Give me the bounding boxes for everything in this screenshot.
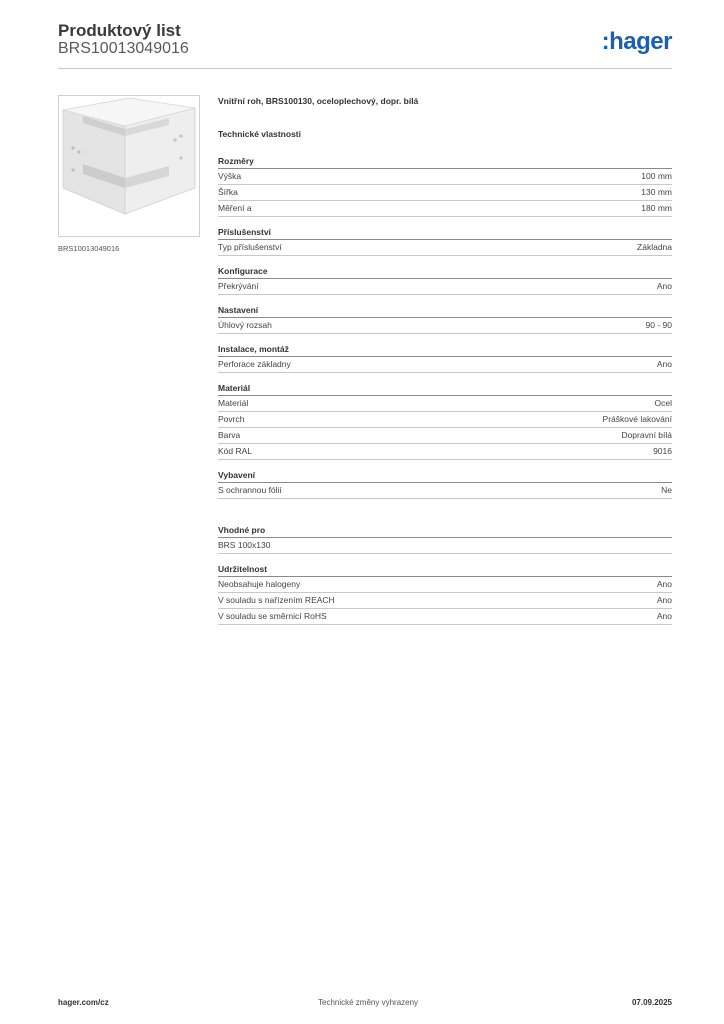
product-title: Vnitřní roh, BRS100130, oceloplechový, dopr. bílá xyxy=(218,96,419,106)
spec-row: Překrývání Ano xyxy=(218,279,672,295)
section-material xyxy=(218,383,672,460)
section-title: Příslušenství xyxy=(218,227,672,240)
section-title: Vhodné pro xyxy=(218,525,672,538)
section-title: Nastavení xyxy=(218,305,672,318)
hager-logo: :hager xyxy=(601,28,672,55)
section-title: Rozměry xyxy=(218,156,672,169)
section-title: Materiál xyxy=(218,383,672,396)
spec-row: V souladu s nařízením REACH Ano xyxy=(218,593,672,609)
spec-row: Neobsahuje halogeny Ano xyxy=(218,577,672,593)
footer-note: Technické změny vyhrazeny xyxy=(318,998,419,1007)
section-installation xyxy=(218,344,672,373)
spec-row: S ochrannou fólií Ne xyxy=(218,483,672,499)
page-title: Produktový list xyxy=(58,21,181,40)
section-dimensions xyxy=(218,156,672,217)
section-title: Konfigurace xyxy=(218,266,672,279)
section-suitable-for xyxy=(218,525,672,554)
spec-row: V souladu se směrnicí RoHS Ano xyxy=(218,609,672,625)
spec-row: Měření a 180 mm xyxy=(218,201,672,217)
section-title: Vybavení xyxy=(218,470,672,483)
inner-corner-icon xyxy=(59,96,199,236)
spec-row: Povrch Práškové lakování xyxy=(218,412,672,428)
section-configuration xyxy=(218,266,672,295)
tech-properties-title: Technické vlastnosti xyxy=(218,129,301,139)
header-divider xyxy=(58,68,672,69)
section-title: Udržitelnost xyxy=(218,564,672,577)
product-code: BRS10013049016 xyxy=(58,40,189,57)
spec-row: Materiál Ocel xyxy=(218,396,672,412)
spec-row: Perforace základny Ano xyxy=(218,357,672,373)
section-accessories xyxy=(218,227,672,256)
section-equipment xyxy=(218,470,672,499)
spec-row: Šířka 130 mm xyxy=(218,185,672,201)
spec-row: Barva Dopravní bílá xyxy=(218,428,672,444)
spec-row: Výška 100 mm xyxy=(218,169,672,185)
spec-row: BRS 100x130 xyxy=(218,538,672,554)
footer-date: 07.09.2025 xyxy=(631,998,672,1007)
footer-website-link[interactable]: hager.com/cz xyxy=(58,998,109,1007)
section-sustainability xyxy=(218,564,672,625)
section-title: Instalace, montáž xyxy=(218,344,672,357)
image-caption: BRS10013049016 xyxy=(58,244,120,253)
section-settings xyxy=(218,305,672,334)
specifications xyxy=(218,96,672,635)
spec-row: Kód RAL 9016 xyxy=(218,444,672,460)
spec-row: Typ příslušenství Základna xyxy=(218,240,672,256)
product-image xyxy=(58,95,200,237)
spec-row: Úhlový rozsah 90 - 90 xyxy=(218,318,672,334)
